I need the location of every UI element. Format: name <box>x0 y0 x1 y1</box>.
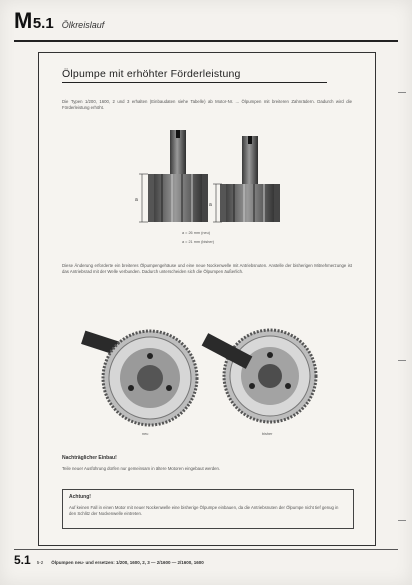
right-dim-label: a <box>209 202 212 208</box>
warning-title: Achtung! <box>69 494 91 500</box>
manual-code-letter: M <box>14 8 32 33</box>
photo-right-label: bisher <box>262 432 273 436</box>
left-dim-label: a <box>135 197 138 203</box>
photo-left-bolt-3 <box>128 385 134 391</box>
photo-right-bolt-1 <box>267 352 273 358</box>
gears-caption-b: a = 21 mm (bisher) <box>182 240 214 244</box>
section-name: Ölkreislauf <box>61 20 105 30</box>
gears-caption-a: a = 26 mm (neu) <box>182 231 210 235</box>
photo-left-bolt-1 <box>147 353 153 359</box>
page-header <box>14 8 104 38</box>
manual-code-number: 5.1 <box>32 15 54 32</box>
followup-paragraph: Teile neuer Ausführung dürfen nur gemeinsam in ältere Motoren eingebaut werden. <box>62 466 221 471</box>
margin-tick <box>398 92 406 93</box>
camshaft-photo-new <box>80 318 200 430</box>
footer-rule <box>14 549 398 550</box>
gears-dimension-labels <box>120 128 290 228</box>
photo-right-bolt-2 <box>285 383 291 389</box>
camshaft-photo-old <box>200 322 324 430</box>
warning-box <box>62 489 354 529</box>
mounting-paragraph: Diese Änderung erforderte ein breiteres Ölpumpengehäuse und eine neue Nockenwelle mit Antriebsnuten. Anstelle der bisherigen Mitnehmerzunge ist das Antriebsrad mit der Welle verbunden. Dadurch unterscheiden sich die Ölpumpen äußerlich. <box>62 263 352 274</box>
margin-tick <box>398 520 406 521</box>
photo-left-hub <box>137 365 163 391</box>
margin-tick <box>398 360 406 361</box>
section-title: Ölpumpe mit erhöhter Förderleistung <box>62 68 241 80</box>
note-subheading: Nachträglicher Einbau! <box>62 455 117 461</box>
page-footer <box>14 553 204 567</box>
intro-paragraph: Die Typen 1/200, 1600, 2 und 3 erhalten (Einbaudaten siehe Tabelle) ab Motor-Nr. ... Ölpumpen mit breiteren Zahnrädern. Dadurch wird die Förderleistung erhöht. <box>62 99 352 110</box>
photo-right-bolt-3 <box>249 383 255 389</box>
photo-right-hub <box>258 364 282 388</box>
photo-left-label: neu <box>142 432 149 436</box>
warning-text: Auf keinen Fall in einen Motor mit neuer Nockenwelle eine bisherige Ölpumpe einbauen, da die Antriebsnuten der Ölpumpe nicht tief genug in den Schlitz der Nockenwelle eintreten. <box>69 505 339 516</box>
footer-title: Ölpumpen neu- und ersetzen: 1/200, 1600, 2, 3 — 2/1600 — 2/1600, 1600 <box>51 560 204 565</box>
header-rule <box>14 40 398 42</box>
footer-revision: 5-2 <box>36 560 44 565</box>
section-title-rule <box>62 82 327 83</box>
photo-left-bolt-2 <box>166 385 172 391</box>
footer-page-number: 5.1 <box>14 553 31 567</box>
